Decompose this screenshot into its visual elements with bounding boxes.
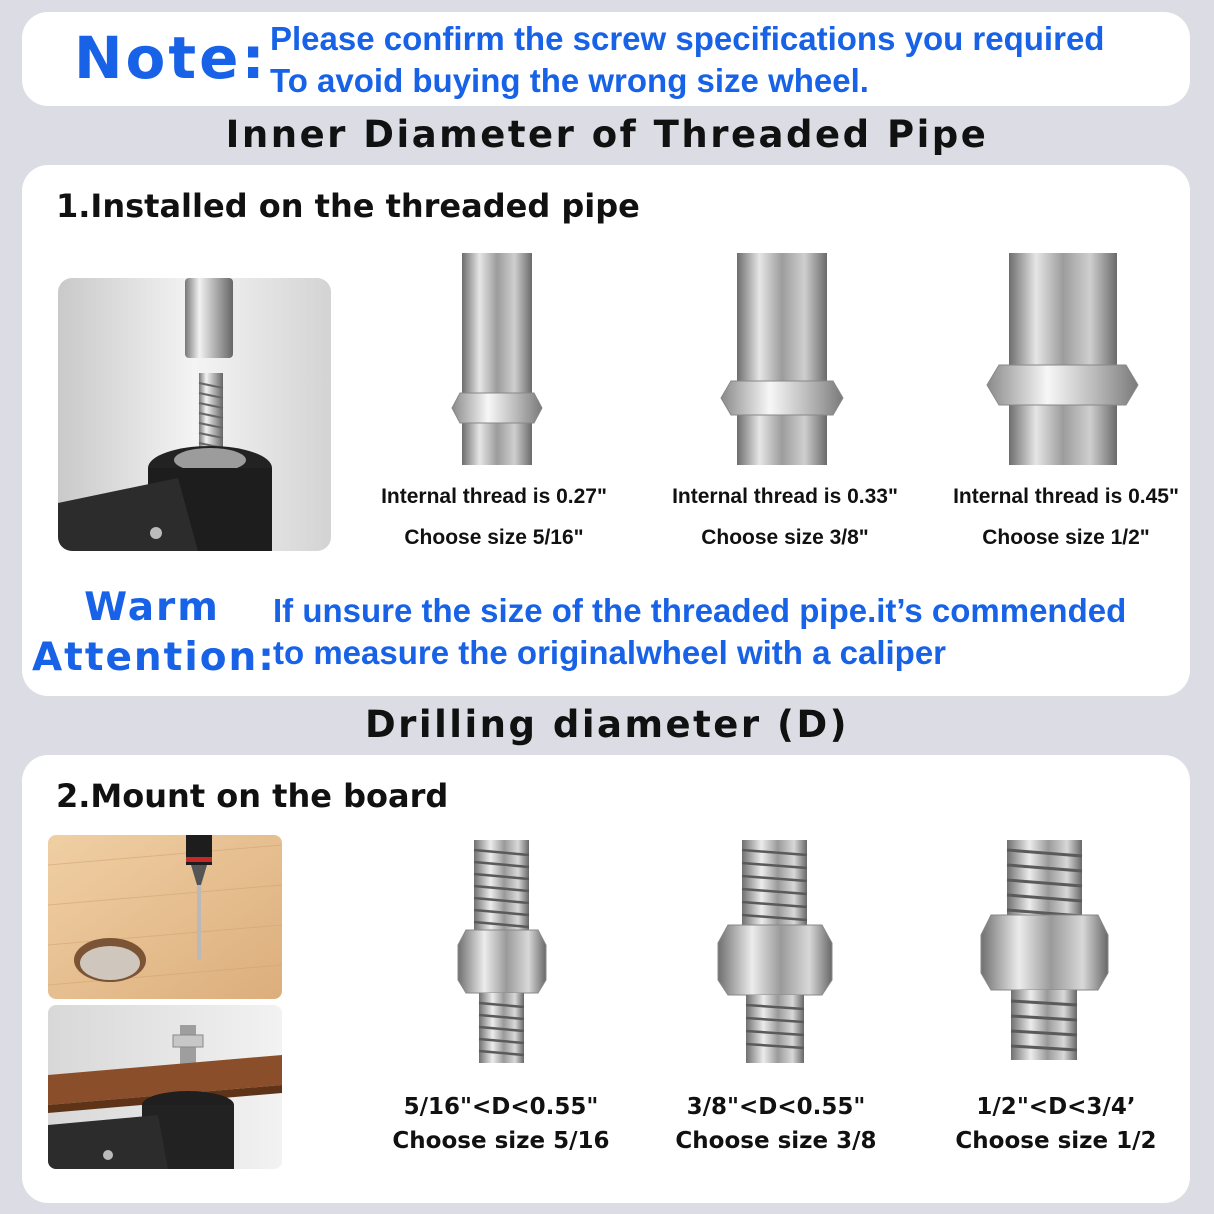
warm-attention-text	[273, 590, 1126, 674]
pipe-caption-1	[354, 476, 634, 558]
pipe-thread-3: Internal thread is 0.45"	[953, 485, 1179, 508]
note-banner	[22, 12, 1190, 106]
pipe-size-1: Choose size 5/16"	[404, 526, 584, 549]
warm-text-line-1: If unsure the size of the threaded pipe.it’s commended	[273, 592, 1127, 629]
board-mount-photo	[48, 1005, 282, 1169]
threaded-pipe-card	[22, 165, 1190, 696]
board-caption-1	[361, 1090, 641, 1158]
warm-attention-label	[32, 583, 276, 683]
warm-label-line-2: Attention:	[32, 635, 276, 680]
note-line-2: To avoid buying the wrong size wheel.	[270, 62, 869, 99]
bolt-5-16-image	[444, 835, 559, 1065]
board-size-1: Choose size 5/16	[392, 1128, 610, 1154]
board-range-1: 5/16"<D<0.55"	[403, 1094, 599, 1120]
bolt-1-2-image	[977, 835, 1112, 1065]
board-mount-heading: 2.Mount on the board	[56, 777, 449, 815]
board-size-3: Choose size 1/2	[955, 1128, 1157, 1154]
board-mount-card	[22, 755, 1190, 1203]
section-title-drilling-diameter: Drilling diameter (D)	[364, 703, 850, 746]
threaded-pipe-heading: 1.Installed on the threaded pipe	[56, 187, 640, 225]
board-caption-3	[916, 1090, 1196, 1158]
pipe-thread-2: Internal thread is 0.33"	[672, 485, 898, 508]
pipe-caption-2	[645, 476, 925, 558]
threaded-pipe-3-8-image	[717, 253, 847, 465]
note-label: Note:	[74, 24, 268, 92]
bolt-3-8-image	[712, 835, 837, 1065]
warm-text-line-2: to measure the originalwheel with a caliper	[273, 634, 947, 671]
board-range-2: 3/8"<D<0.55"	[686, 1094, 866, 1120]
drilling-photo	[48, 835, 282, 999]
note-line-1: Please confirm the screw specifications you required	[270, 20, 1105, 57]
threaded-pipe-5-16-image	[444, 253, 549, 465]
pipe-thread-1: Internal thread is 0.27"	[381, 485, 607, 508]
board-caption-2	[636, 1090, 916, 1158]
board-size-2: Choose size 3/8	[675, 1128, 877, 1154]
warm-label-line-1: Warm	[84, 585, 220, 630]
pipe-size-2: Choose size 3/8"	[701, 526, 869, 549]
board-range-3: 1/2"<D<3/4’	[976, 1094, 1136, 1120]
pipe-size-3: Choose size 1/2"	[982, 526, 1150, 549]
pipe-caption-3	[926, 476, 1206, 558]
note-text	[270, 18, 1104, 102]
section-title-threaded-pipe: Inner Diameter of Threaded Pipe	[225, 113, 989, 156]
threaded-pipe-1-2-image	[985, 253, 1140, 465]
pipe-install-photo	[58, 278, 331, 551]
